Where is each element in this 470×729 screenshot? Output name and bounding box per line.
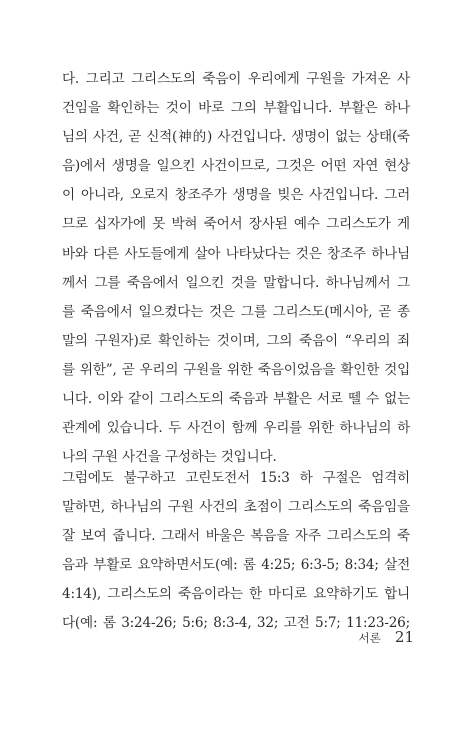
text-line: 그럼에도 불구하고 고린도전서 15:3 하 구절은 엄격히 bbox=[62, 470, 410, 486]
text-line: 건임을 확인하는 것이 바로 그의 부활입니다. 부활은 하나 bbox=[62, 100, 410, 117]
text-line: 님의 사건, 곧 신적(神的) 사건입니다. 생명이 없는 상태(죽 bbox=[62, 129, 410, 146]
text-line: 관계에 있습니다. 두 사건이 함께 우리를 위한 하나님의 하 bbox=[62, 420, 410, 437]
text-line: 나의 구원 사건을 구성하는 것입니다. bbox=[62, 449, 277, 466]
text-line: 다(예: 롬 3:24-26; 5:6; 8:3-4, 32; 고전 5:7; 11:23-26; bbox=[62, 615, 410, 632]
text-line: 4:14), 그리스도의 죽음이라는 한 마디로 요약하기도 합니 bbox=[62, 586, 410, 603]
text-line: 음과 부활로 요약하면서도(예: 롬 4:25; 6:3-5; 8:34; 살전 bbox=[62, 557, 410, 574]
page-number: 21 bbox=[394, 628, 414, 646]
text-line: 바와 다른 사도들에게 살아 나타났다는 것은 창조주 하나님 bbox=[62, 245, 410, 262]
text-line: 음)에서 생명을 일으킨 사건이므로, 그것은 어떤 자연 현상 bbox=[62, 158, 410, 175]
paragraph-1 bbox=[62, 65, 410, 472]
page-footer bbox=[359, 628, 414, 646]
text-line: 말하면, 하나님의 구원 사건의 초점이 그리스도의 죽음임을 bbox=[62, 499, 410, 516]
text-line: 므로 십자가에 못 박혀 죽어서 장사된 예수 그리스도가 게 bbox=[62, 216, 410, 233]
text-line: 를 위한”, 곧 우리의 구원을 위한 죽음이었음을 확인한 것입 bbox=[62, 361, 410, 378]
section-title: 서론 bbox=[358, 631, 381, 645]
text-line: 니다. 이와 같이 그리스도의 죽음과 부활은 서로 뗄 수 없는 bbox=[62, 391, 410, 408]
text-line: 를 죽음에서 일으켰다는 것은 그를 그리스도(메시아, 곧 종 bbox=[62, 303, 410, 320]
paragraph-2 bbox=[62, 464, 410, 639]
text-line: 말의 구원자)로 확인하는 것이며, 그의 죽음이 “우리의 죄 bbox=[62, 332, 410, 349]
text-line: 께서 그를 죽음에서 일으킨 것을 말합니다. 하나님께서 그 bbox=[62, 274, 410, 291]
text-line: 다. 그리고 그리스도의 죽음이 우리에게 구원을 가져온 사 bbox=[62, 71, 410, 87]
text-line: 잘 보여 줍니다. 그래서 바울은 복음을 자주 그리스도의 죽 bbox=[62, 528, 410, 545]
text-line: 이 아니라, 오로지 창조주가 생명을 빚은 사건입니다. 그러 bbox=[62, 187, 410, 204]
